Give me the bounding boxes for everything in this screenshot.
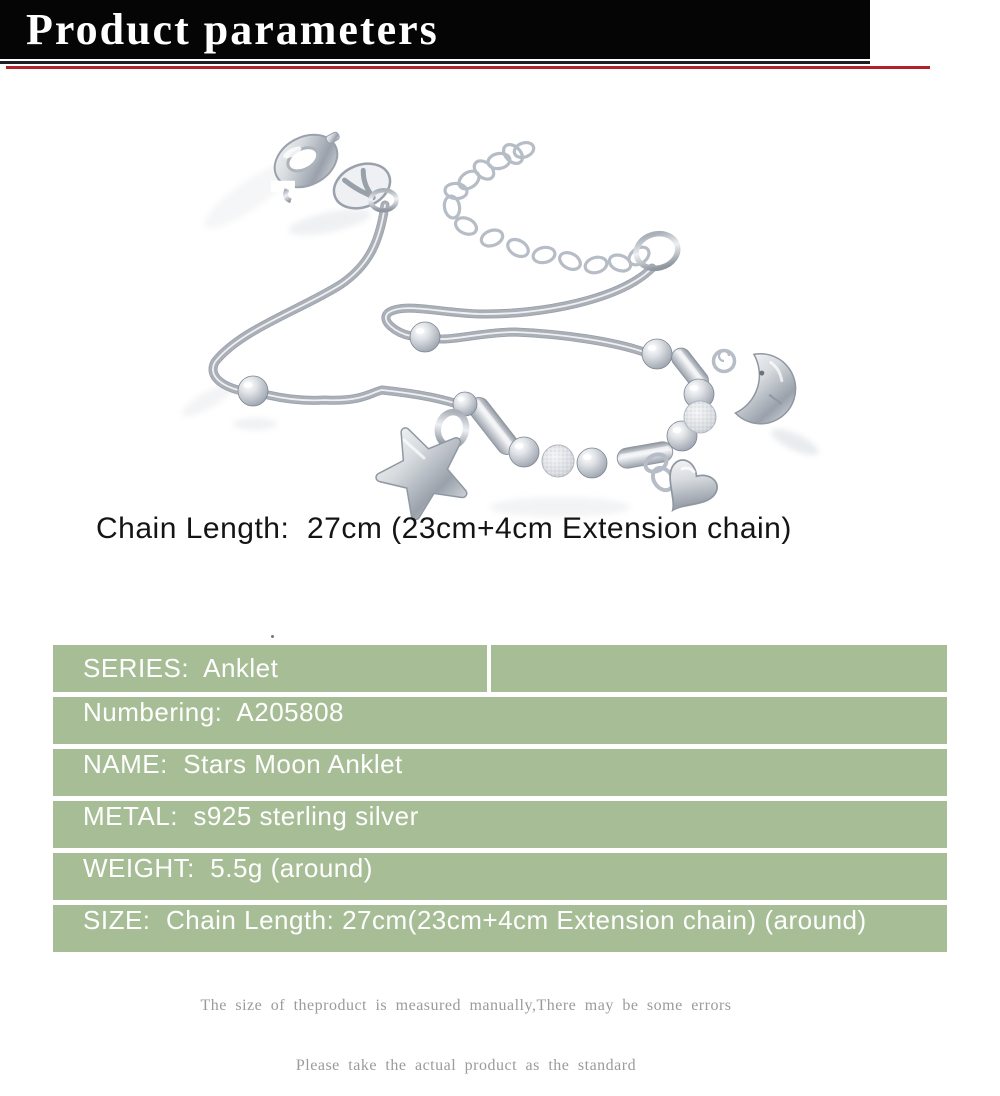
banner-underline-red [6, 66, 930, 69]
page-title: Product parameters [26, 5, 439, 54]
disclaimer-line-2: Please take the actual product as the standard [295, 1057, 637, 1074]
numbering-text: Numbering: A205808 [83, 697, 345, 727]
star-charm-icon [380, 432, 462, 515]
extension-chain [443, 140, 653, 275]
chain-length-caption: Chain Length: 27cm (23cm+4cm Extension chain) [96, 512, 792, 545]
disclaimer [0, 956, 932, 1096]
table-cell-series [53, 645, 487, 692]
extension-end-ring [632, 229, 681, 273]
stray-dot [271, 635, 274, 638]
weight-text: WEIGHT: 5.5g (around) [83, 853, 373, 883]
table-row [53, 645, 947, 692]
spec-table [53, 645, 947, 952]
size-text: SIZE: Chain Length: 27cm(23cm+4cm Extension chain) (around) [83, 905, 867, 935]
table-row [53, 801, 947, 848]
banner-underline-dark [0, 61, 870, 64]
product-photo [55, 115, 915, 535]
moon-charm-icon [734, 351, 801, 430]
table-cell-empty [491, 645, 947, 692]
name-text: NAME: Stars Moon Anklet [83, 749, 403, 779]
series-text: SERIES: Anklet [83, 653, 279, 683]
table-row [53, 905, 947, 952]
metal-text: METAL: s925 sterling silver [83, 801, 419, 831]
moon-spiral-link [714, 351, 735, 372]
table-row [53, 749, 947, 796]
disclaimer-line-1: The size of theproduct is measured manually,There may be some errors [200, 997, 732, 1014]
photo-shadows [178, 152, 822, 535]
banner [0, 0, 870, 59]
table-row [53, 697, 947, 744]
table-row [53, 853, 947, 900]
